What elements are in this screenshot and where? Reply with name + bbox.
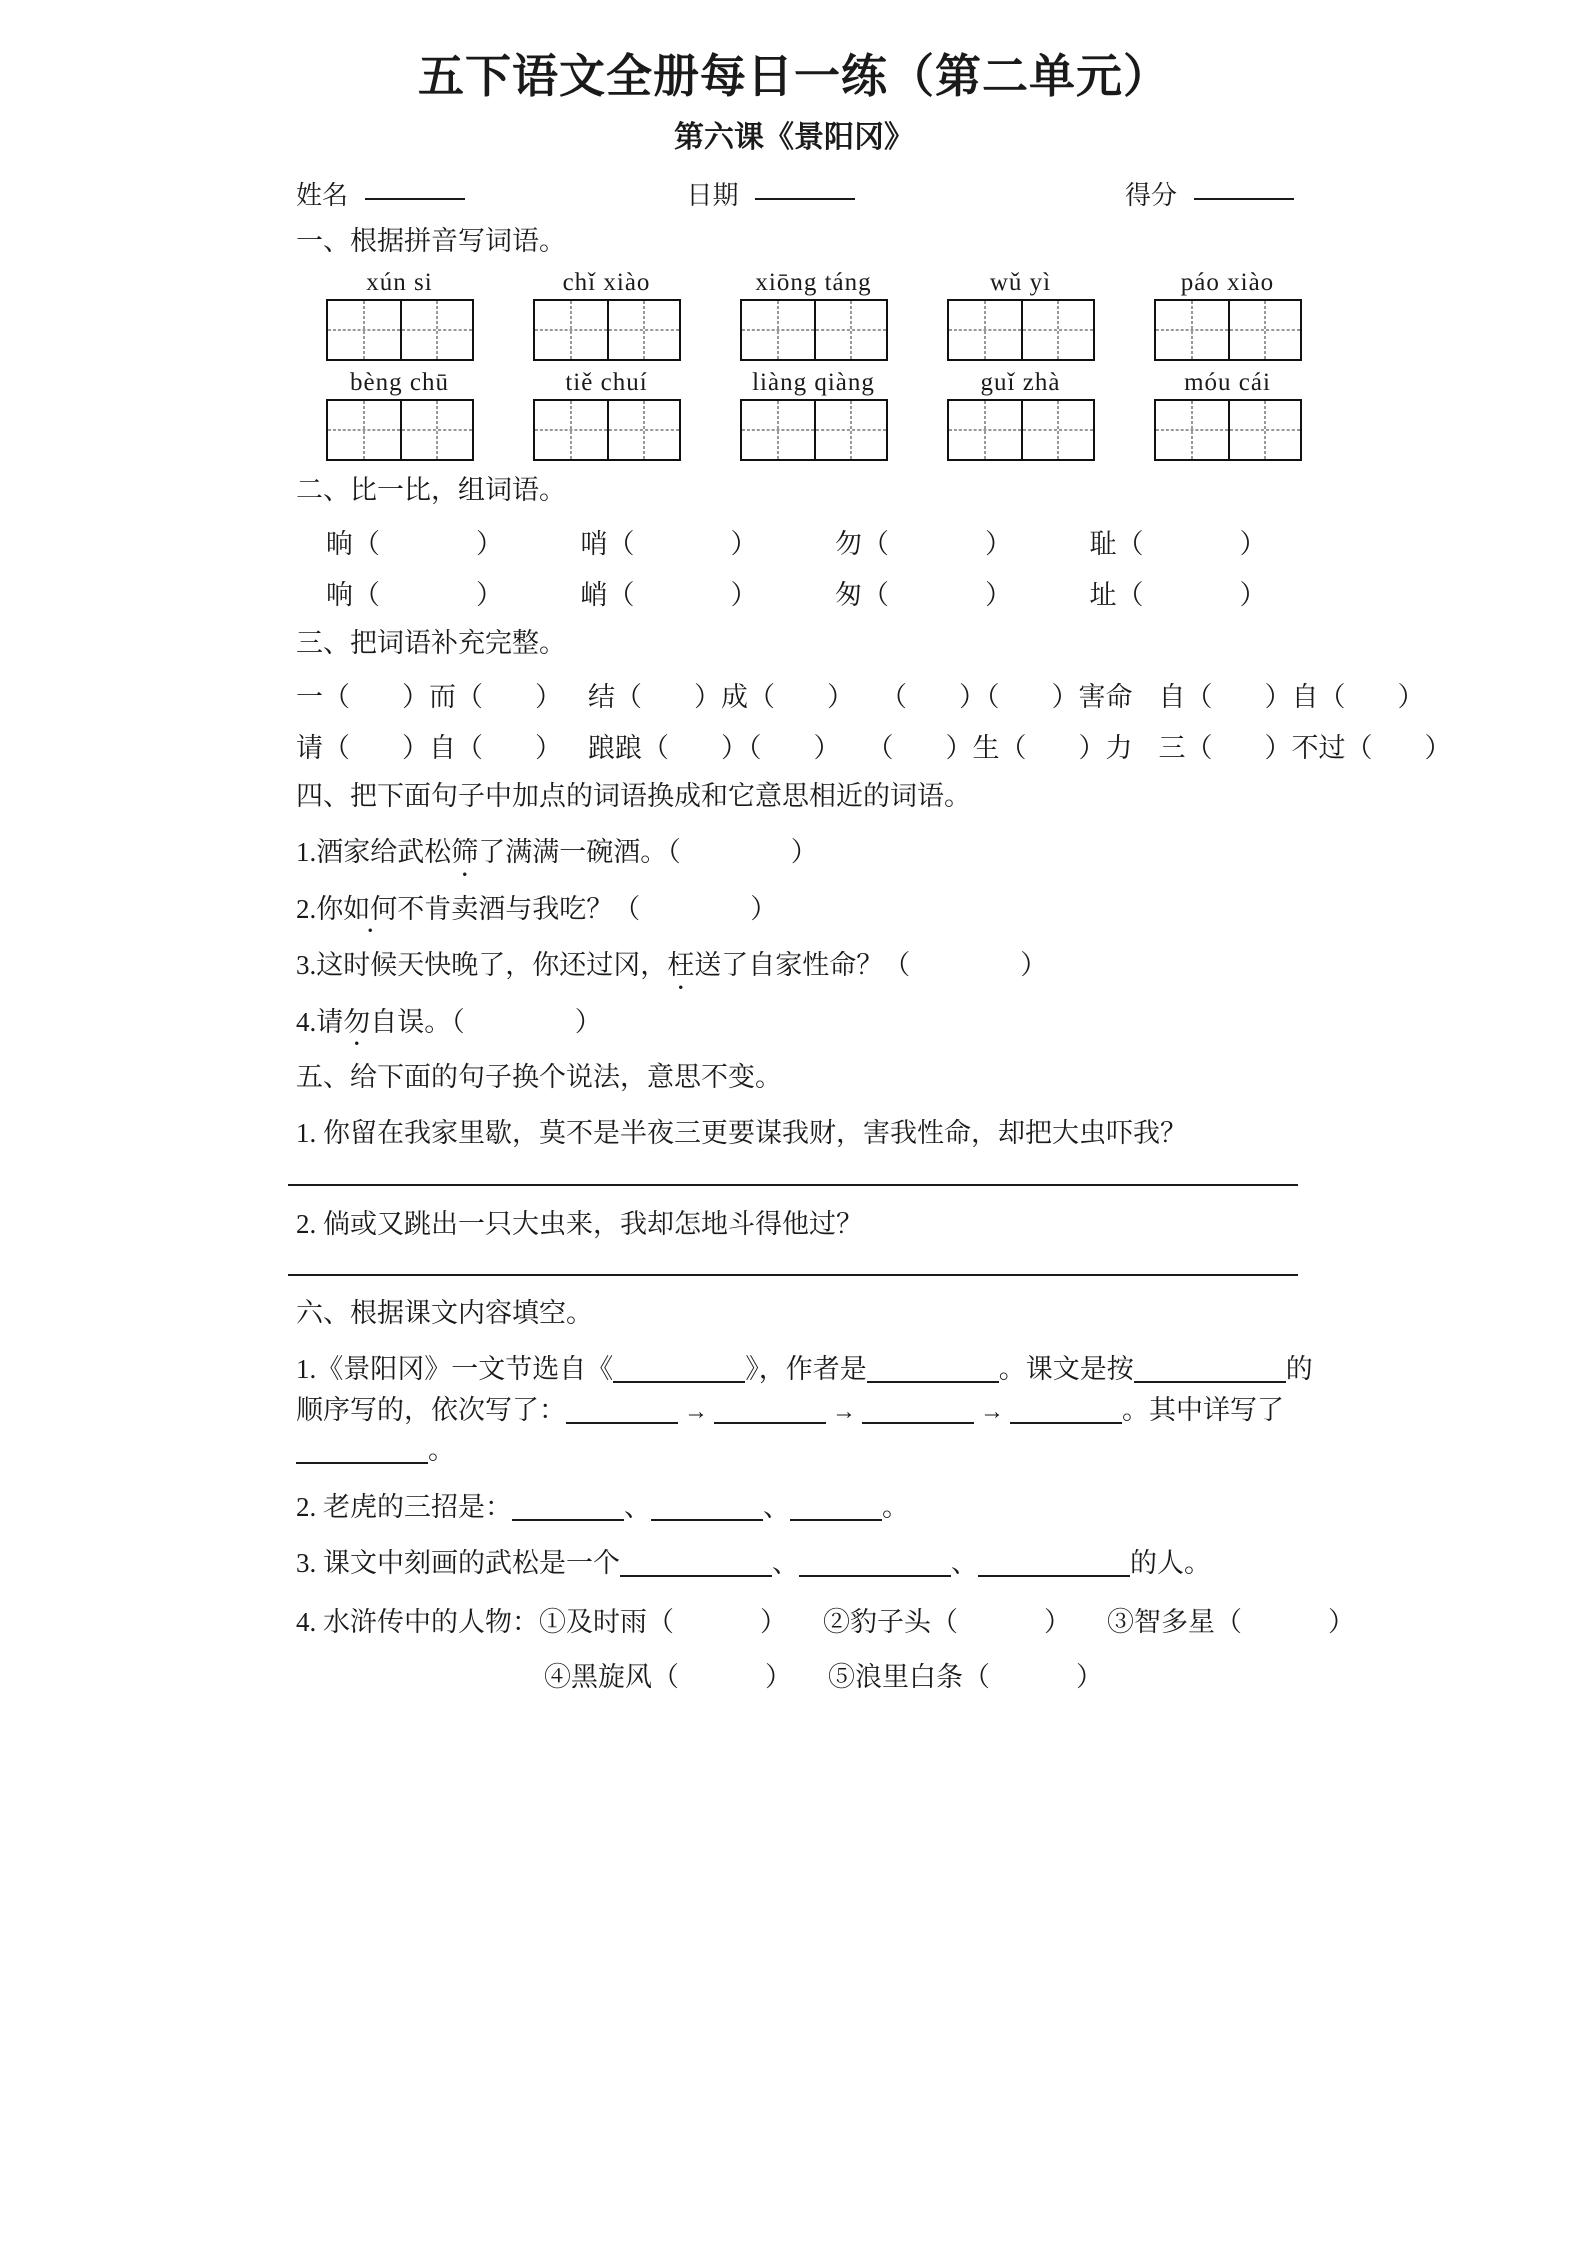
idiom-part: ）	[1424, 732, 1452, 763]
pinyin-label: xiōng táng	[755, 268, 872, 296]
answer-blank[interactable]	[714, 1396, 826, 1424]
tianzige-cell[interactable]	[742, 301, 814, 359]
idiom-part: ）	[813, 732, 841, 763]
writing-grid-wrap	[1124, 299, 1331, 361]
fill-blank-question-4-cont[interactable]	[244, 1655, 1344, 1694]
tianzige-cell[interactable]	[328, 301, 400, 359]
tianzige-cell[interactable]	[1228, 301, 1300, 359]
question-text: 2. 老虎的三招是：	[296, 1491, 512, 1522]
answer-blank[interactable]	[566, 1396, 678, 1424]
section-3-heading: 三、把词语补充完整。	[296, 627, 566, 658]
hero-label: ④黑旋风（	[544, 1661, 679, 1692]
question-text: 3. 课文中刻画的武松是一个	[296, 1548, 620, 1579]
answer-blank[interactable]	[620, 1549, 772, 1577]
tianzige-cell[interactable]	[742, 401, 814, 459]
fill-blank-question-3[interactable]	[244, 1543, 1344, 1584]
fill-blank-question-4[interactable]	[244, 1600, 1355, 1639]
idiom-part: ）	[535, 732, 562, 763]
tianzige-box[interactable]	[1154, 399, 1302, 461]
separator: 、	[763, 1491, 790, 1522]
idiom-part: 踉踉（	[588, 732, 669, 763]
tianzige-box[interactable]	[947, 299, 1095, 361]
tianzige-cell[interactable]	[607, 401, 679, 459]
pinyin-label: chǐ xiào	[562, 268, 651, 296]
tianzige-cell[interactable]	[814, 301, 886, 359]
page-subtitle: 第六课《景阳冈》	[674, 120, 914, 154]
meta-spacer	[855, 175, 1125, 212]
separator: 、	[624, 1491, 651, 1522]
question-text: 1.《景阳冈》一文节选自《	[296, 1354, 614, 1385]
synonym-question[interactable]	[244, 945, 1344, 986]
synonym-question[interactable]	[244, 889, 1344, 930]
rewrite-question: 2. 倘或又跳出一只大虫来，我却怎地斗得他过？	[296, 1208, 863, 1239]
student-meta-row	[244, 175, 1344, 212]
fill-blank-question-1[interactable]	[244, 1349, 1344, 1471]
section-1-heading: 一、根据拼音写词语。	[296, 225, 566, 256]
compare-close: ）	[985, 579, 1012, 610]
question-text: 。其中详写了	[1122, 1394, 1284, 1425]
tianzige-cell[interactable]	[1021, 301, 1093, 359]
idiom-part: 三（	[1158, 732, 1213, 763]
question-text: 。课文是按	[998, 1354, 1134, 1385]
tianzige-box[interactable]	[533, 399, 681, 461]
compare-row-2	[244, 573, 1344, 612]
date-field[interactable]	[687, 175, 856, 212]
paren-close: ）	[1076, 1661, 1103, 1692]
meta-spacer	[465, 175, 687, 212]
hero-label: ②豹子头（	[823, 1606, 958, 1637]
answer-blank[interactable]	[790, 1493, 882, 1521]
compare-char: 响（	[326, 579, 380, 610]
idiom-row-1[interactable]	[244, 675, 1425, 714]
idiom-part: ）（	[959, 681, 1000, 712]
answer-blank[interactable]	[512, 1493, 624, 1521]
idiom-part: 一（	[296, 681, 350, 712]
question-text: 的人。	[1130, 1548, 1211, 1579]
compare-close: ）	[476, 528, 503, 559]
separator: 、	[772, 1548, 799, 1579]
writing-grid-wrap	[710, 399, 917, 461]
score-blank[interactable]	[1194, 176, 1294, 200]
writing-grid-wrap	[296, 399, 503, 461]
tianzige-cell[interactable]	[535, 301, 607, 359]
idiom-part: 自（	[1158, 681, 1213, 712]
compare-char: 址（	[1089, 579, 1144, 610]
answer-blank[interactable]	[613, 1355, 745, 1383]
paren-close: ）	[574, 1006, 602, 1037]
pinyin-label: páo xiào	[1180, 268, 1275, 296]
tianzige-cell[interactable]	[535, 401, 607, 459]
writing-grid-wrap	[503, 299, 710, 361]
idiom-part: ）	[827, 681, 854, 712]
tianzige-cell[interactable]	[949, 401, 1021, 459]
paren-close: ）	[1044, 1606, 1071, 1637]
compare-close: ）	[1239, 579, 1267, 610]
question-number: 4.	[296, 1006, 317, 1037]
emphasized-word: 勿	[343, 1006, 371, 1037]
idiom-part: ）而（	[402, 681, 483, 712]
tianzige-cell[interactable]	[400, 301, 472, 359]
pinyin-label: guǐ zhà	[980, 368, 1061, 396]
idiom-part: 请（	[296, 732, 350, 763]
synonym-question[interactable]	[244, 1002, 1344, 1043]
question-text: 。	[882, 1491, 909, 1522]
name-blank[interactable]	[365, 176, 465, 200]
tianzige-cell[interactable]	[328, 401, 400, 459]
idiom-part: ）不过（	[1264, 732, 1373, 763]
writing-grid-row-2	[244, 399, 1344, 461]
compare-close: ）	[730, 528, 758, 559]
rewrite-question: 1. 你留在我家里歇，莫不是半夜三更要谋我财，害我性命，却把大虫吓我？	[296, 1118, 1187, 1149]
name-field[interactable]	[296, 175, 465, 212]
writing-grid-wrap	[917, 299, 1124, 361]
answer-line[interactable]	[288, 1182, 1298, 1186]
question-number: 1.	[296, 837, 317, 868]
compare-item[interactable]	[1090, 522, 1345, 561]
question-text: 不肯卖酒与我吃？（	[397, 893, 641, 924]
answer-blank[interactable]	[867, 1355, 999, 1383]
pinyin-row-1	[244, 269, 1344, 297]
arrow-icon: →	[684, 1398, 708, 1425]
synonym-question[interactable]	[244, 832, 1344, 873]
compare-close: ）	[1239, 528, 1267, 559]
tianzige-box[interactable]	[326, 299, 474, 361]
question-text: 自误。（	[370, 1006, 465, 1037]
question-text: 你	[316, 893, 344, 924]
question-text: 。	[428, 1435, 455, 1466]
compare-close: ）	[730, 579, 758, 610]
writing-grid-wrap	[917, 399, 1124, 461]
compare-item[interactable]	[326, 573, 581, 612]
writing-grid-wrap	[1124, 399, 1331, 461]
pinyin-row-2	[244, 369, 1344, 397]
pinyin-label: wǔ yì	[989, 268, 1052, 296]
page-title: 五下语文全册每日一练（第二单元）	[418, 51, 1170, 102]
compare-char: 晌（	[326, 528, 380, 559]
pinyin-label: móu cái	[1184, 368, 1271, 396]
idiom-part: ）生（	[945, 732, 1027, 763]
hero-label: ①及时雨（	[539, 1606, 674, 1637]
emphasized-word: 筛	[451, 837, 479, 868]
paren-close: ）	[790, 837, 818, 868]
fill-blank-question-2[interactable]	[244, 1487, 1344, 1528]
answer-blank[interactable]	[1134, 1355, 1286, 1383]
idiom-part: ）	[1397, 681, 1425, 712]
writing-grid-wrap	[710, 299, 917, 361]
emphasized-word: 如何	[343, 893, 398, 924]
section-6-heading: 六、根据课文内容填空。	[296, 1298, 593, 1329]
tianzige-cell[interactable]	[1021, 401, 1093, 459]
date-label: 日期	[686, 180, 739, 210]
question-number: 3.	[296, 950, 317, 981]
tianzige-cell[interactable]	[607, 301, 679, 359]
compare-item[interactable]	[581, 522, 836, 561]
idiom-part: ）	[535, 681, 562, 712]
paren-close: ）	[1328, 1606, 1355, 1637]
pinyin-label: tiě chuí	[565, 368, 648, 396]
compare-item[interactable]	[581, 573, 836, 612]
emphasized-word: 枉	[667, 950, 695, 981]
idiom-part: 结（	[588, 681, 642, 712]
idiom-part: ）自（	[1264, 681, 1346, 712]
question-text: 》，作者是	[745, 1354, 867, 1385]
name-label: 姓名	[296, 180, 349, 210]
question-text: 的	[1285, 1354, 1313, 1385]
compare-char: 耻（	[1089, 528, 1144, 559]
answer-blank[interactable]	[1010, 1396, 1122, 1424]
idiom-part: ）自（	[402, 732, 483, 763]
section-2-heading: 二、比一比，组词语。	[296, 474, 566, 505]
compare-char: 勿（	[835, 528, 889, 559]
tianzige-cell[interactable]	[1228, 401, 1300, 459]
compare-close: ）	[985, 528, 1012, 559]
date-blank[interactable]	[755, 176, 855, 200]
compare-char: 峭（	[580, 579, 635, 610]
question-text: 4. 水浒传中的人物：	[296, 1606, 539, 1637]
question-text: 请	[316, 1006, 344, 1037]
score-label: 得分	[1125, 180, 1178, 210]
question-text: 了满满一碗酒。（	[478, 837, 681, 868]
idiom-part: ）（	[721, 732, 762, 763]
compare-item[interactable]	[326, 522, 581, 561]
hero-label: ⑤浪里白条（	[828, 1661, 990, 1692]
tianzige-box[interactable]	[740, 399, 888, 461]
idiom-part: ）成（	[694, 681, 775, 712]
compare-char: 匆（	[835, 579, 889, 610]
answer-line[interactable]	[288, 1272, 1298, 1276]
answer-blank[interactable]	[862, 1396, 974, 1424]
score-field[interactable]	[1125, 175, 1294, 212]
pinyin-label: bèng chū	[350, 368, 449, 396]
hero-label: ③智多星（	[1107, 1606, 1242, 1637]
tianzige-box[interactable]	[326, 399, 474, 461]
question-text: 送了自家性命？（	[694, 950, 911, 981]
idiom-row-2[interactable]	[244, 726, 1452, 765]
paren-close: ）	[1020, 950, 1048, 981]
answer-blank[interactable]	[978, 1549, 1130, 1577]
writing-grid-wrap	[503, 399, 710, 461]
idiom-part: ）害命	[1051, 681, 1133, 712]
tianzige-cell[interactable]	[1156, 401, 1228, 459]
pinyin-label: xún si	[366, 268, 433, 296]
answer-blank[interactable]	[651, 1493, 763, 1521]
paren-close: ）	[760, 1606, 787, 1637]
question-text: 酒家给武松	[316, 837, 452, 868]
idiom-part: ）力	[1078, 732, 1133, 763]
tianzige-box[interactable]	[740, 299, 888, 361]
answer-blank[interactable]	[296, 1436, 428, 1464]
idiom-part: （	[866, 732, 894, 763]
tianzige-box[interactable]	[947, 399, 1095, 461]
tianzige-cell[interactable]	[814, 401, 886, 459]
writing-grid-row-1	[244, 299, 1344, 361]
compare-close: ）	[476, 579, 503, 610]
section-4-heading: 四、把下面句子中加点的词语换成和它意思相近的词语。	[296, 780, 971, 811]
compare-item[interactable]	[835, 573, 1090, 612]
arrow-icon: →	[980, 1398, 1004, 1425]
separator: 、	[951, 1548, 978, 1579]
question-text: 这时候天快晚了，你还过冈，	[316, 950, 668, 981]
paren-close: ）	[765, 1661, 792, 1692]
section-5-heading: 五、给下面的句子换个说法，意思不变。	[296, 1062, 782, 1093]
tianzige-cell[interactable]	[949, 301, 1021, 359]
compare-row-1	[244, 522, 1344, 561]
question-number: 2.	[296, 893, 317, 924]
paren-close: ）	[750, 893, 778, 924]
question-text: 顺序写的，依次写了：	[296, 1394, 566, 1425]
worksheet-page	[244, 0, 1452, 1750]
tianzige-box[interactable]	[533, 299, 681, 361]
tianzige-cell[interactable]	[400, 401, 472, 459]
compare-char: 哨（	[580, 528, 635, 559]
compare-item[interactable]	[1090, 573, 1345, 612]
tianzige-cell[interactable]	[1156, 301, 1228, 359]
writing-grid-wrap	[296, 299, 503, 361]
pinyin-label: liàng qiàng	[752, 368, 875, 396]
arrow-icon: →	[832, 1398, 856, 1425]
tianzige-box[interactable]	[1154, 299, 1302, 361]
compare-item[interactable]	[835, 522, 1090, 561]
answer-blank[interactable]	[799, 1549, 951, 1577]
idiom-part: （	[880, 681, 907, 712]
